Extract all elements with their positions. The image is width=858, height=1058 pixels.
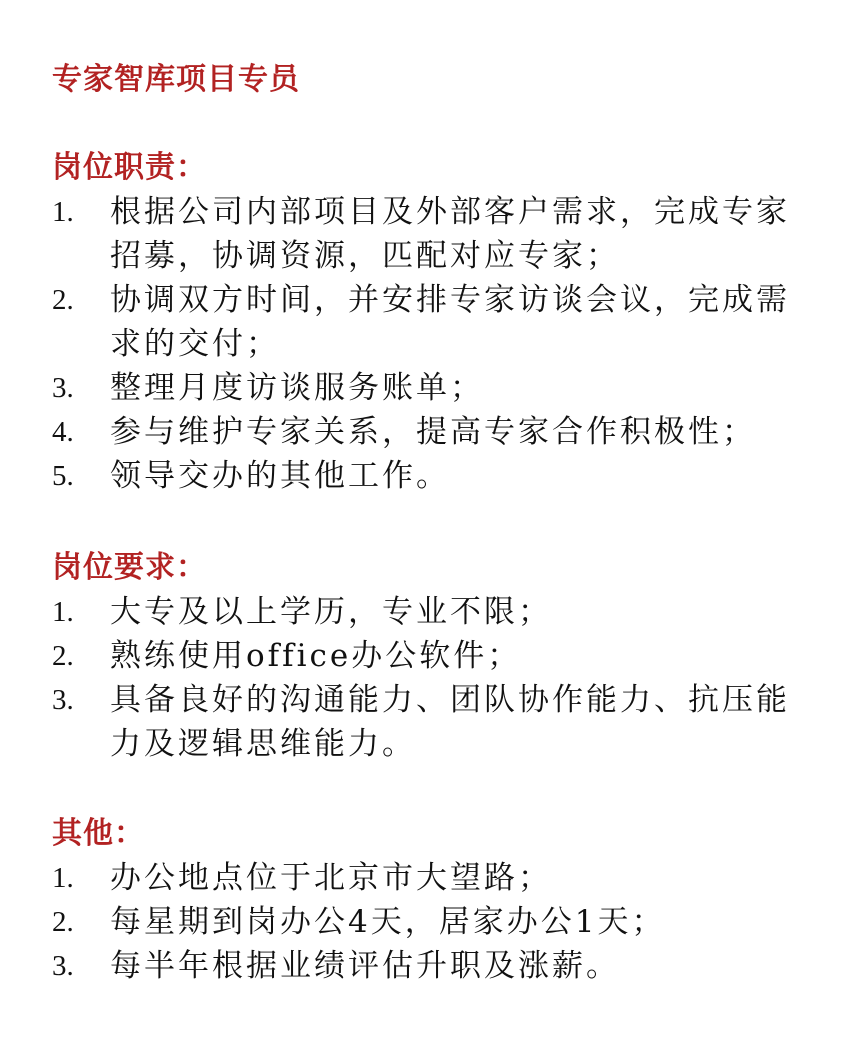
item-number: 1. — [52, 196, 74, 228]
section-heading-other: 其他： — [52, 816, 145, 851]
item-number: 2. — [52, 284, 74, 316]
list-item — [52, 678, 812, 766]
requirements-list — [52, 590, 812, 766]
list-item — [52, 454, 812, 498]
list-item — [52, 590, 812, 634]
item-text: 协调双方时间，并安排专家访谈会议，完成需求的交付； — [110, 282, 790, 362]
item-number: 2. — [52, 640, 74, 672]
item-text: 每半年根据业绩评估升职及涨薪。 — [110, 948, 620, 984]
item-text: 办公地点位于北京市大望路； — [110, 860, 552, 896]
item-text: 领导交办的其他工作。 — [110, 458, 450, 494]
item-text: 熟练使用office办公软件； — [110, 638, 522, 674]
item-text: 整理月度访谈服务账单； — [110, 370, 484, 406]
list-item — [52, 366, 812, 410]
list-item — [52, 900, 812, 944]
document-title: 专家智库项目专员 — [52, 62, 300, 97]
item-number: 3. — [52, 950, 74, 982]
item-number: 5. — [52, 460, 74, 492]
section-heading-responsibilities: 岗位职责： — [52, 150, 207, 185]
responsibilities-list — [52, 190, 812, 498]
item-number: 1. — [52, 596, 74, 628]
item-text: 每星期到岗办公4天，居家办公1天； — [110, 904, 666, 940]
list-item — [52, 278, 812, 366]
item-text: 具备良好的沟通能力、团队协作能力、抗压能力及逻辑思维能力。 — [110, 682, 790, 762]
section-heading-requirements: 岗位要求： — [52, 550, 207, 585]
list-item — [52, 190, 812, 278]
item-text: 大专及以上学历，专业不限； — [110, 594, 552, 630]
item-number: 3. — [52, 372, 74, 404]
list-item — [52, 856, 812, 900]
item-number: 1. — [52, 862, 74, 894]
item-text: 参与维护专家关系，提高专家合作积极性； — [110, 414, 756, 450]
item-text: 根据公司内部项目及外部客户需求，完成专家招募，协调资源，匹配对应专家； — [110, 194, 790, 274]
list-item — [52, 634, 812, 678]
item-number: 4. — [52, 416, 74, 448]
item-number: 2. — [52, 906, 74, 938]
item-number: 3. — [52, 684, 74, 716]
list-item — [52, 410, 812, 454]
other-list — [52, 856, 812, 988]
list-item — [52, 944, 812, 988]
